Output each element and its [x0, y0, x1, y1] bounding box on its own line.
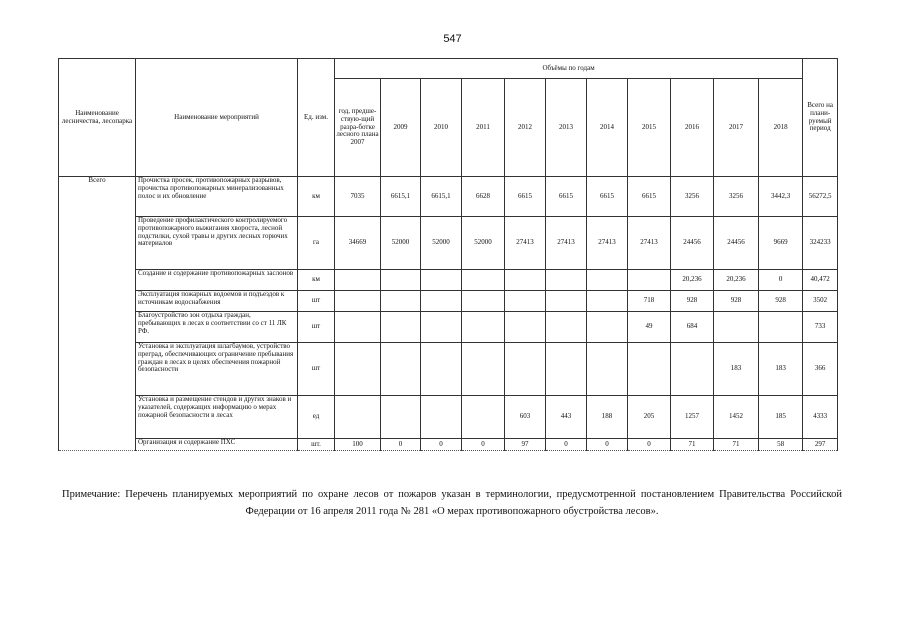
value-cell — [462, 396, 505, 439]
value-cell: 20,236 — [671, 270, 714, 291]
total-cell: 4333 — [803, 396, 838, 439]
activity-cell: Проведение профилактического контролируемого противопожарного выжигания хвороста, лесной подстилки, сухой травы и других лесных горючих материалов — [136, 217, 298, 270]
table-row — [59, 312, 838, 343]
header-activity: Наименование мероприятий — [136, 59, 298, 177]
header-year-prev: год, предше-ствую-щий разра-ботке лесного плана 2007 — [335, 79, 381, 177]
header-year: 2010 — [421, 79, 462, 177]
value-cell: 24456 — [714, 217, 759, 270]
value-cell: 0 — [759, 270, 803, 291]
value-cell: 3256 — [671, 177, 714, 217]
value-cell — [335, 270, 381, 291]
activity-cell: Эксплуатация пожарных водоемов и подъездов к источникам водоснабжения — [136, 291, 298, 312]
total-cell: 40,472 — [803, 270, 838, 291]
header-year: 2014 — [587, 79, 628, 177]
value-cell — [381, 270, 421, 291]
value-cell — [335, 291, 381, 312]
total-cell: 733 — [803, 312, 838, 343]
value-cell: 27413 — [628, 217, 671, 270]
value-cell: 49 — [628, 312, 671, 343]
value-cell: 0 — [628, 439, 671, 451]
activity-cell: Прочистка просек, противопожарных разрывов, прочистка противопожарных минерализованных полос и их обновление — [136, 177, 298, 217]
value-cell: 52000 — [421, 217, 462, 270]
header-volumes-by-year: Объёмы по годам — [335, 59, 803, 79]
value-cell: 7035 — [335, 177, 381, 217]
activity-cell: Благоустройство зон отдыха граждан, пребывающих в лесах в соответствии со ст 11 ЛК РФ. — [136, 312, 298, 343]
header-forestry: Наименование лесничества, лесопарка — [59, 59, 136, 177]
value-cell — [462, 343, 505, 396]
value-cell — [628, 343, 671, 396]
value-cell: 3442,3 — [759, 177, 803, 217]
value-cell — [421, 270, 462, 291]
header-unit: Ед. изм. — [298, 59, 335, 177]
value-cell — [587, 270, 628, 291]
value-cell: 0 — [546, 439, 587, 451]
value-cell: 100 — [335, 439, 381, 451]
value-cell: 185 — [759, 396, 803, 439]
value-cell: 52000 — [381, 217, 421, 270]
header-total: Всего на плани-руемый период — [803, 59, 838, 177]
value-cell — [505, 291, 546, 312]
value-cell — [335, 396, 381, 439]
value-cell: 27413 — [505, 217, 546, 270]
value-cell — [421, 312, 462, 343]
unit-cell: км — [298, 177, 335, 217]
value-cell — [421, 396, 462, 439]
value-cell — [505, 270, 546, 291]
header-year: 2015 — [628, 79, 671, 177]
value-cell: 6615,1 — [381, 177, 421, 217]
value-cell — [628, 270, 671, 291]
value-cell: 928 — [714, 291, 759, 312]
value-cell: 928 — [671, 291, 714, 312]
unit-cell: шт — [298, 312, 335, 343]
value-cell: 684 — [671, 312, 714, 343]
unit-cell: ед — [298, 396, 335, 439]
value-cell — [505, 343, 546, 396]
activity-cell: Организация и содержание ПХС — [136, 439, 298, 451]
table-row — [59, 439, 838, 451]
unit-cell: шт. — [298, 439, 335, 451]
value-cell — [421, 291, 462, 312]
value-cell: 6615,1 — [421, 177, 462, 217]
value-cell: 27413 — [546, 217, 587, 270]
value-cell: 183 — [759, 343, 803, 396]
total-cell: 297 — [803, 439, 838, 451]
header-year: 2013 — [546, 79, 587, 177]
value-cell: 3256 — [714, 177, 759, 217]
table-row — [59, 177, 838, 217]
volumes-table — [58, 58, 838, 451]
header-year: 2012 — [505, 79, 546, 177]
value-cell — [335, 343, 381, 396]
value-cell — [505, 312, 546, 343]
unit-cell: шт — [298, 343, 335, 396]
activity-cell: Установка и эксплуатация шлагбаумов, устройство преград, обеспечивающих ограничение пребывания граждан в лесах в целях обеспечения пожарной безопасности — [136, 343, 298, 396]
value-cell — [381, 396, 421, 439]
value-cell — [546, 270, 587, 291]
table-row — [59, 343, 838, 396]
value-cell: 71 — [671, 439, 714, 451]
value-cell — [546, 291, 587, 312]
value-cell: 443 — [546, 396, 587, 439]
value-cell: 9669 — [759, 217, 803, 270]
value-cell: 52000 — [462, 217, 505, 270]
value-cell — [381, 343, 421, 396]
table-row — [59, 291, 838, 312]
value-cell: 6615 — [628, 177, 671, 217]
value-cell — [421, 343, 462, 396]
value-cell: 1452 — [714, 396, 759, 439]
value-cell — [546, 312, 587, 343]
header-year: 2011 — [462, 79, 505, 177]
value-cell: 34669 — [335, 217, 381, 270]
value-cell — [462, 291, 505, 312]
value-cell — [381, 312, 421, 343]
header-year: 2009 — [381, 79, 421, 177]
value-cell: 718 — [628, 291, 671, 312]
unit-cell: шт — [298, 291, 335, 312]
value-cell: 205 — [628, 396, 671, 439]
value-cell: 27413 — [587, 217, 628, 270]
value-cell — [381, 291, 421, 312]
value-cell: 6628 — [462, 177, 505, 217]
value-cell — [587, 312, 628, 343]
value-cell — [587, 291, 628, 312]
value-cell: 0 — [421, 439, 462, 451]
value-cell: 24456 — [671, 217, 714, 270]
header-year: 2016 — [671, 79, 714, 177]
value-cell: 0 — [462, 439, 505, 451]
value-cell: 188 — [587, 396, 628, 439]
value-cell — [462, 312, 505, 343]
value-cell: 6615 — [587, 177, 628, 217]
value-cell: 71 — [714, 439, 759, 451]
header-year: 2018 — [759, 79, 803, 177]
page-number: 547 — [443, 33, 462, 45]
value-cell — [671, 343, 714, 396]
activity-cell: Создание и содержание противопожарных заслонов — [136, 270, 298, 291]
table-row — [59, 270, 838, 291]
value-cell: 928 — [759, 291, 803, 312]
value-cell: 6615 — [505, 177, 546, 217]
activity-cell: Установка и размещение стендов и других знаков и указателей, содержащих информацию о мерах пожарной безопасности в лесах — [136, 396, 298, 439]
unit-cell: км — [298, 270, 335, 291]
value-cell — [714, 312, 759, 343]
value-cell: 20,236 — [714, 270, 759, 291]
forestry-name-cell: Всего — [59, 177, 136, 451]
value-cell: 97 — [505, 439, 546, 451]
unit-cell: га — [298, 217, 335, 270]
value-cell: 1257 — [671, 396, 714, 439]
total-cell: 56272,5 — [803, 177, 838, 217]
total-cell: 3502 — [803, 291, 838, 312]
header-year: 2017 — [714, 79, 759, 177]
value-cell: 6615 — [546, 177, 587, 217]
value-cell — [587, 343, 628, 396]
value-cell — [462, 270, 505, 291]
value-cell — [546, 343, 587, 396]
total-cell: 324233 — [803, 217, 838, 270]
value-cell: 183 — [714, 343, 759, 396]
table-row — [59, 217, 838, 270]
value-cell: 0 — [381, 439, 421, 451]
footnote: Примечание: Перечень планируемых мероприятий по охране лесов от пожаров указан в терминологии, предусмотренной постановлением Правительства Российской Федерации от 16 апреля 2011 года № 281 «О мерах противопожарного обустройства лесов». — [62, 489, 842, 517]
value-cell: 0 — [587, 439, 628, 451]
value-cell — [335, 312, 381, 343]
value-cell: 603 — [505, 396, 546, 439]
value-cell: 58 — [759, 439, 803, 451]
total-cell: 366 — [803, 343, 838, 396]
value-cell — [759, 312, 803, 343]
table-row — [59, 396, 838, 439]
